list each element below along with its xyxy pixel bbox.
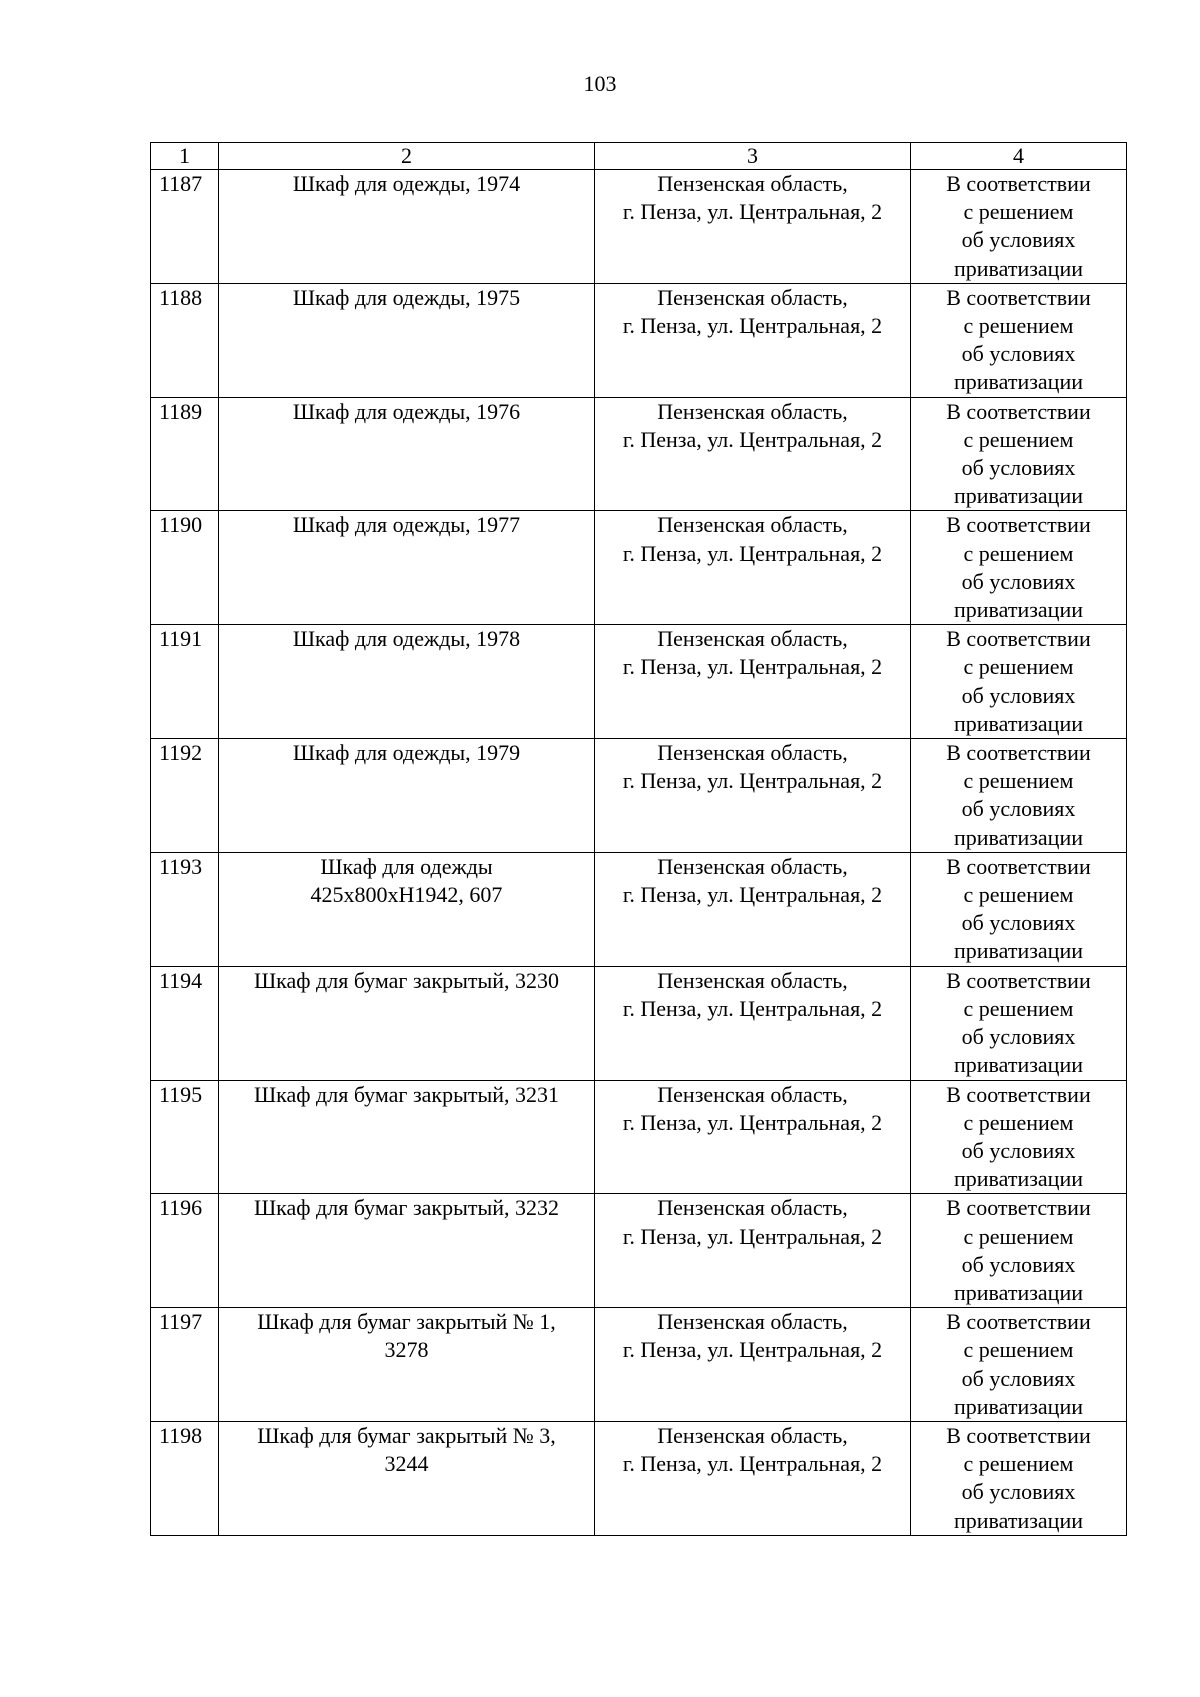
item-address-line: г. Пенза, ул. Центральная, 2 xyxy=(622,426,883,452)
item-condition-line: об условиях xyxy=(961,455,1076,481)
item-name-cell xyxy=(219,852,595,966)
item-condition-line: приватизации xyxy=(953,1279,1083,1305)
item-name-cell xyxy=(219,511,595,625)
item-condition-line: приватизации xyxy=(953,1507,1083,1533)
item-name-line: Шкаф для бумаг закрытый, 3231 xyxy=(253,1081,560,1107)
item-condition-line: В соответствии xyxy=(946,626,1091,652)
item-name-line: Шкаф для бумаг закрытый, 3232 xyxy=(253,1195,560,1221)
header-row xyxy=(151,143,1127,170)
item-name-cell xyxy=(219,283,595,397)
item-name-line: 425х800хН1942, 607 xyxy=(310,882,503,908)
item-condition-cell xyxy=(911,966,1127,1080)
item-address-line: Пензенская область, xyxy=(657,171,848,196)
item-address-line: г. Пенза, ул. Центральная, 2 xyxy=(622,882,883,908)
item-address-line: Пензенская область, xyxy=(657,853,848,879)
item-condition-cell xyxy=(911,170,1127,284)
item-condition-cell xyxy=(911,1194,1127,1308)
item-condition-line: об условиях xyxy=(961,910,1076,936)
item-address-cell xyxy=(595,739,911,853)
table-row xyxy=(151,397,1127,511)
row-number: 1196 xyxy=(151,1194,219,1308)
item-condition-cell xyxy=(911,852,1127,966)
item-name-cell xyxy=(219,1421,595,1535)
row-number: 1193 xyxy=(151,852,219,966)
item-name-cell xyxy=(219,739,595,853)
item-address-line: Пензенская область, xyxy=(657,284,848,310)
item-address-cell xyxy=(595,1421,911,1535)
column-header-1: 1 xyxy=(151,143,219,170)
item-address-line: г. Пенза, ул. Центральная, 2 xyxy=(622,199,883,225)
item-address-line: Пензенская область, xyxy=(657,740,848,766)
item-address-line: Пензенская область, xyxy=(657,1422,848,1448)
item-condition-line: В соответствии xyxy=(946,1309,1091,1335)
item-condition-line: приватизации xyxy=(953,1393,1083,1419)
column-header-3: 3 xyxy=(595,143,911,170)
item-condition-line: с решением xyxy=(963,654,1074,680)
item-address-line: г. Пенза, ул. Центральная, 2 xyxy=(622,1451,883,1477)
item-condition-line: с решением xyxy=(963,540,1074,566)
item-condition-line: с решением xyxy=(963,768,1074,794)
row-number: 1189 xyxy=(151,397,219,511)
table-row xyxy=(151,283,1127,397)
item-condition-cell xyxy=(911,625,1127,739)
row-number: 1195 xyxy=(151,1080,219,1194)
item-address-line: Пензенская область, xyxy=(657,512,848,538)
item-condition-line: об условиях xyxy=(961,1137,1076,1163)
property-table xyxy=(150,142,1127,1536)
item-address-cell xyxy=(595,170,911,284)
item-condition-line: приватизации xyxy=(953,255,1083,281)
item-condition-line: приватизации xyxy=(953,710,1083,736)
item-condition-line: с решением xyxy=(963,313,1074,339)
item-address-line: г. Пенза, ул. Центральная, 2 xyxy=(622,540,883,566)
item-condition-line: об условиях xyxy=(961,568,1076,594)
row-number: 1198 xyxy=(151,1421,219,1535)
item-name-line: Шкаф для одежды, 1975 xyxy=(292,284,521,310)
row-number: 1187 xyxy=(151,170,219,284)
item-condition-line: об условиях xyxy=(961,227,1076,253)
item-condition-line: с решением xyxy=(963,426,1074,452)
item-name-line: Шкаф для одежды, 1977 xyxy=(292,512,521,538)
item-condition-line: с решением xyxy=(963,1451,1074,1477)
item-address-line: Пензенская область, xyxy=(657,1309,848,1335)
item-condition-line: об условиях xyxy=(961,341,1076,367)
item-condition-line: об условиях xyxy=(961,796,1076,822)
item-address-line: г. Пенза, ул. Центральная, 2 xyxy=(622,313,883,339)
table-row xyxy=(151,1194,1127,1308)
item-address-line: Пензенская область, xyxy=(657,1081,848,1107)
table-row xyxy=(151,852,1127,966)
item-address-cell xyxy=(595,511,911,625)
item-condition-cell xyxy=(911,511,1127,625)
item-condition-line: приватизации xyxy=(953,1052,1083,1078)
item-address-cell xyxy=(595,397,911,511)
item-address-line: Пензенская область, xyxy=(657,967,848,993)
item-name-line: Шкаф для одежды, 1974 xyxy=(292,171,521,196)
table-row xyxy=(151,511,1127,625)
item-address-cell xyxy=(595,625,911,739)
item-condition-line: В соответствии xyxy=(946,512,1091,538)
item-address-line: г. Пенза, ул. Центральная, 2 xyxy=(622,995,883,1021)
row-number: 1188 xyxy=(151,283,219,397)
item-condition-line: с решением xyxy=(963,882,1074,908)
item-name-cell xyxy=(219,966,595,1080)
item-condition-line: об условиях xyxy=(961,682,1076,708)
item-condition-cell xyxy=(911,1080,1127,1194)
item-address-line: Пензенская область, xyxy=(657,626,848,652)
item-address-line: г. Пенза, ул. Центральная, 2 xyxy=(622,654,883,680)
item-address-cell xyxy=(595,852,911,966)
item-address-line: Пензенская область, xyxy=(657,398,848,424)
item-condition-cell xyxy=(911,739,1127,853)
item-condition-line: приватизации xyxy=(953,824,1083,850)
item-address-line: г. Пенза, ул. Центральная, 2 xyxy=(622,1223,883,1249)
row-number: 1194 xyxy=(151,966,219,1080)
item-condition-line: с решением xyxy=(963,995,1074,1021)
row-number: 1191 xyxy=(151,625,219,739)
item-name-line: Шкаф для бумаг закрытый № 1, xyxy=(257,1309,556,1335)
item-condition-line: В соответствии xyxy=(946,398,1091,424)
item-condition-line: В соответствии xyxy=(946,1195,1091,1221)
page-number: 103 xyxy=(583,71,617,96)
item-condition-line: с решением xyxy=(963,1223,1074,1249)
item-name-cell xyxy=(219,397,595,511)
item-condition-line: об условиях xyxy=(961,1251,1076,1277)
item-condition-line: с решением xyxy=(963,199,1074,225)
item-condition-line: приватизации xyxy=(953,369,1083,395)
item-condition-line: В соответствии xyxy=(946,171,1091,196)
table-row xyxy=(151,170,1127,284)
item-address-cell xyxy=(595,1194,911,1308)
item-condition-line: В соответствии xyxy=(946,1081,1091,1107)
item-condition-line: приватизации xyxy=(953,483,1083,509)
item-address-line: Пензенская область, xyxy=(657,1195,848,1221)
item-name-line: Шкаф для бумаг закрытый № 3, xyxy=(257,1422,556,1448)
item-address-cell xyxy=(595,966,911,1080)
table-body xyxy=(151,170,1127,1536)
item-condition-line: приватизации xyxy=(953,1166,1083,1192)
item-name-line: 3278 xyxy=(384,1337,429,1363)
item-condition-cell xyxy=(911,1308,1127,1422)
column-header-2: 2 xyxy=(219,143,595,170)
item-condition-cell xyxy=(911,1421,1127,1535)
item-name-line: Шкаф для одежды, 1978 xyxy=(292,626,521,652)
item-condition-cell xyxy=(911,283,1127,397)
item-condition-line: В соответствии xyxy=(946,284,1091,310)
item-condition-line: об условиях xyxy=(961,1479,1076,1505)
item-condition-line: В соответствии xyxy=(946,740,1091,766)
item-address-line: г. Пенза, ул. Центральная, 2 xyxy=(622,768,883,794)
table-row xyxy=(151,1421,1127,1535)
table-row xyxy=(151,625,1127,739)
row-number: 1197 xyxy=(151,1308,219,1422)
item-condition-line: об условиях xyxy=(961,1024,1076,1050)
item-address-line: г. Пенза, ул. Центральная, 2 xyxy=(622,1109,883,1135)
item-condition-line: с решением xyxy=(963,1109,1074,1135)
item-condition-line: В соответствии xyxy=(946,967,1091,993)
item-name-line: Шкаф для одежды, 1976 xyxy=(292,398,521,424)
item-address-cell xyxy=(595,1080,911,1194)
item-condition-line: В соответствии xyxy=(946,853,1091,879)
item-condition-line: об условиях xyxy=(961,1365,1076,1391)
item-name-line: Шкаф для одежды, 1979 xyxy=(292,740,521,766)
item-condition-line: В соответствии xyxy=(946,1422,1091,1448)
row-number: 1192 xyxy=(151,739,219,853)
table-row xyxy=(151,1308,1127,1422)
table-row xyxy=(151,739,1127,853)
table-header xyxy=(151,143,1127,170)
item-name-line: 3244 xyxy=(384,1451,429,1477)
item-condition-line: приватизации xyxy=(953,597,1083,623)
item-name-cell xyxy=(219,1194,595,1308)
item-name-cell xyxy=(219,1080,595,1194)
row-number: 1190 xyxy=(151,511,219,625)
item-name-cell xyxy=(219,625,595,739)
table-row xyxy=(151,1080,1127,1194)
item-name-cell xyxy=(219,170,595,284)
item-condition-cell xyxy=(911,397,1127,511)
item-name-line: Шкаф для бумаг закрытый, 3230 xyxy=(253,967,560,993)
item-address-line: г. Пенза, ул. Центральная, 2 xyxy=(622,1337,883,1363)
item-condition-line: приватизации xyxy=(953,938,1083,964)
column-header-4: 4 xyxy=(911,143,1127,170)
item-name-cell xyxy=(219,1308,595,1422)
item-name-line: Шкаф для одежды xyxy=(320,853,493,879)
item-condition-line: с решением xyxy=(963,1337,1074,1363)
item-address-cell xyxy=(595,283,911,397)
table-row xyxy=(151,966,1127,1080)
item-address-cell xyxy=(595,1308,911,1422)
